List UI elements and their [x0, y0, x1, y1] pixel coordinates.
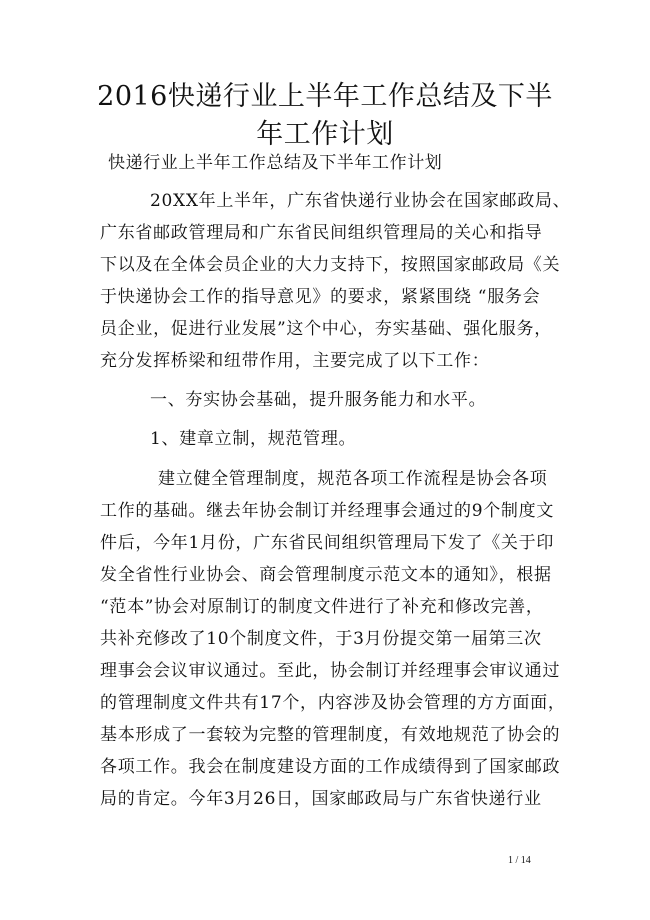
paragraph-line: 发全省性行业协会、商会管理制度示范文本的通知》，根据: [100, 565, 552, 585]
paragraph-line: 工作的基础。继去年协会制订并经理事会通过的9个制度文: [100, 501, 555, 521]
section-heading: 一、夯实协会基础，提升服务能力和水平。: [150, 390, 487, 410]
paragraph-line: 广东省邮政管理局和广东省民间组织管理局的关心和指导: [100, 223, 543, 243]
paragraph-line: 建立健全管理制度，规范各项工作流程是协会各项: [158, 469, 548, 489]
paragraph-line: 各项工作。我会在制度建设方面的工作成绩得到了国家邮政: [100, 757, 561, 777]
paragraph-line: 局的肯定。今年3月26日，国家邮政局与广东省快递行业: [100, 789, 542, 809]
page-indicator: 1 / 14: [508, 855, 531, 866]
paragraph-line: 下以及在全体会员企业的大力支持下，按照国家邮政局《关: [100, 255, 561, 275]
paragraph-line: 20XX年上半年，广东省快递行业协会在国家邮政局、: [150, 191, 571, 211]
paragraph-line: “范本”协会对原制订的制度文件进行了补充和修改完善，: [100, 597, 544, 617]
document-title: 2016快递行业上半年工作总结及下半年工作计划: [97, 81, 553, 150]
paragraph-line: 员企业，促进行业发展”这个中心，夯实基础、强化服务，: [100, 319, 552, 339]
paragraph-line: 的管理制度文件共有17个，内容涉及协会管理的方方面面，: [100, 693, 566, 713]
paragraph-line: 于快递协会工作的指导意见》的要求，紧紧围绕 “服务会: [100, 287, 541, 307]
paragraph-line: 理事会会议审议通过。至此，协会制订并经理事会审议通过: [100, 661, 561, 681]
paragraph-line: 充分发挥桥梁和纽带作用，主要完成了以下工作：: [100, 351, 490, 371]
document-subtitle: 快递行业上半年工作总结及下半年工作计划: [108, 153, 443, 173]
paragraph-line: 件后，今年1月份，广东省民间组织管理局下发了《关于印: [100, 533, 555, 553]
paragraph-line: 共补充修改了10个制度文件，于3月份提交第一届第三次: [100, 629, 542, 649]
paragraph-line: 基本形成了一套较为完整的管理制度，有效地规范了协会的: [100, 725, 561, 745]
subsection-heading: 1、建章立制，规范管理。: [150, 429, 357, 449]
